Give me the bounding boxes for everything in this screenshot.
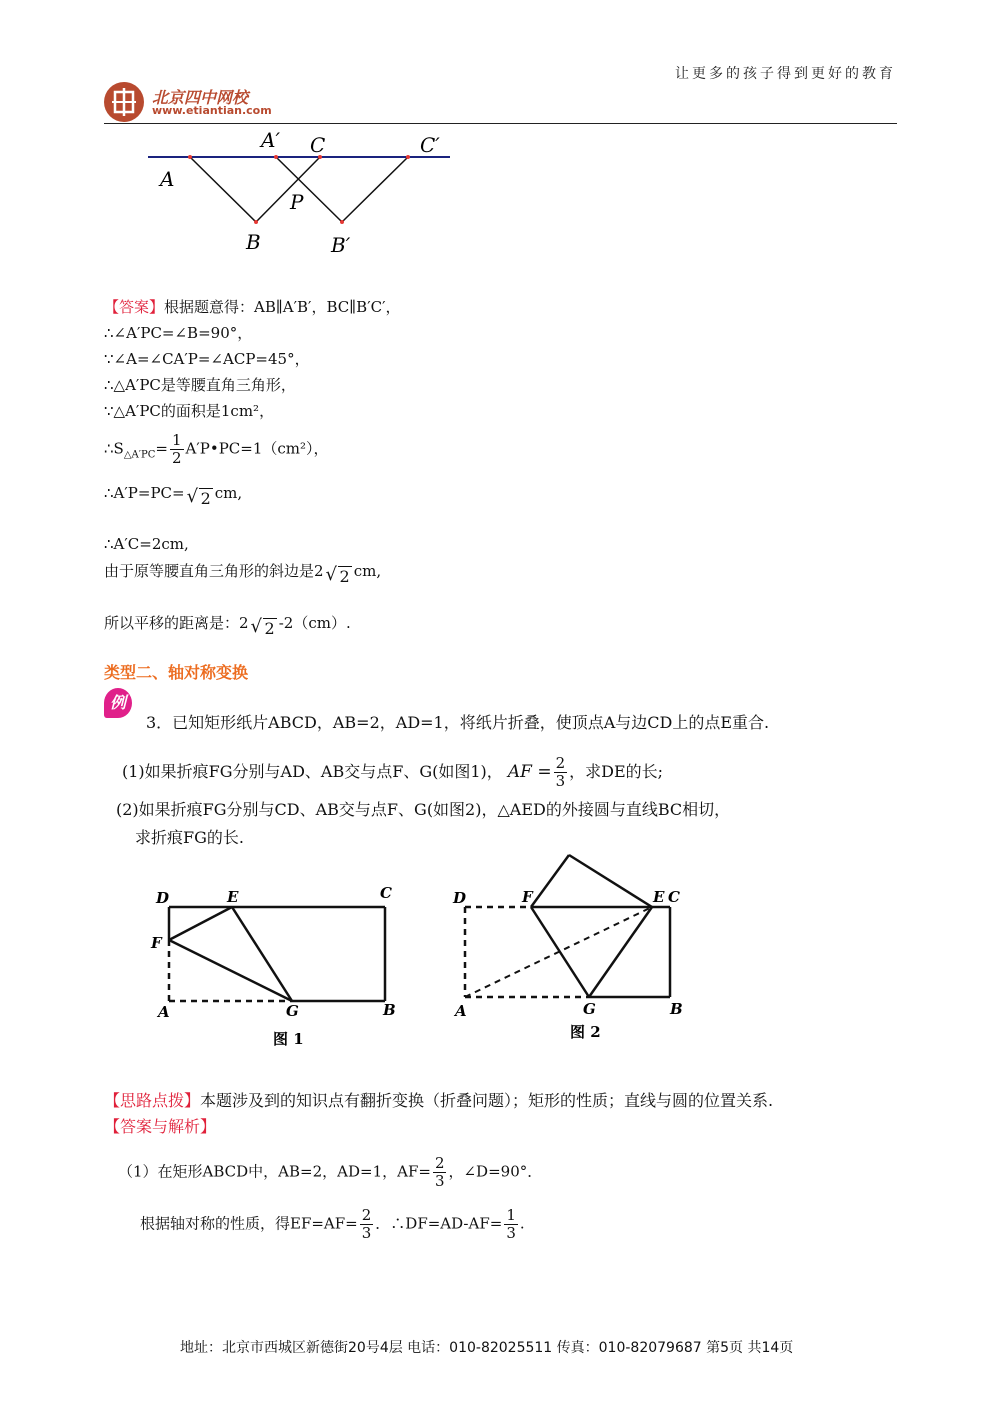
distance-unit: -2（cm）. — [278, 614, 351, 632]
fraction-half — [170, 432, 184, 467]
fig1-label-b: B — [383, 1001, 396, 1019]
folded-edge-right — [569, 855, 652, 907]
fig1-label-g: G — [286, 1002, 299, 1020]
segment-fe — [169, 907, 232, 940]
solution2-text: 根据轴对称的性质，得EF=AF= — [140, 1214, 358, 1233]
logo-name: 北京四中网校 — [152, 88, 249, 107]
fraction-two-thirds — [433, 1155, 447, 1190]
fraction-numerator: 2 — [361, 1206, 372, 1224]
fig1-label-e: E — [227, 888, 239, 906]
radicand: 2 — [339, 567, 350, 586]
answer1-line5: ∵△A′PC的面积是1cm²， — [104, 402, 275, 420]
fold-fg — [531, 907, 589, 997]
fig2-caption: 图 2 — [570, 1023, 601, 1041]
hint-line — [104, 1090, 773, 1112]
label-c: C — [310, 133, 326, 157]
segment-ae-dashed — [465, 907, 652, 997]
unit-text: cm, — [353, 562, 382, 580]
fraction-numerator: 1 — [171, 431, 182, 449]
fig2-label-g: G — [583, 1000, 596, 1018]
solution1-text: （1）在矩形ABCD中，AB=2，AD=1，AF= — [118, 1162, 431, 1181]
hint-tag: 【思路点拨】 — [104, 1091, 201, 1110]
folding-figures — [145, 850, 705, 1050]
fig1-label-c: C — [380, 884, 392, 902]
figure-2 — [452, 855, 683, 1041]
segment-bc — [256, 157, 320, 222]
point-b-prime — [340, 220, 344, 224]
area-subscript: △A′PC — [123, 449, 156, 461]
section-title: 类型二、轴对称变换 — [104, 663, 249, 682]
sqrt-icon — [251, 618, 277, 640]
side-length-text: ∴A′P=PC= — [104, 484, 185, 502]
fraction-numerator: 2 — [434, 1154, 445, 1172]
label-c-prime: C′ — [420, 133, 440, 157]
label-a-prime: A′ — [261, 128, 280, 152]
unit-text: cm, — [214, 484, 243, 502]
fig1-label-f: F — [151, 934, 162, 952]
header-slogan: 让更多的孩子得到更好的教育 — [675, 66, 896, 82]
sqrt-icon — [187, 488, 213, 510]
answer1-line3: ∵∠A=∠CA′P=∠ACP=45°， — [104, 350, 310, 368]
fig1-caption: 图 1 — [273, 1030, 304, 1048]
answer1-line4: ∴△A′PC是等腰直角三角形， — [104, 376, 296, 394]
answer1-line7 — [104, 482, 242, 510]
part1-question: ，求DE的长; — [569, 762, 664, 781]
answer1-text1: 根据题意得：AB∥A′B′，BC∥B′C′， — [164, 298, 401, 316]
radicand: 2 — [200, 489, 211, 508]
area-expression: A′P•PC=1（cm²）， — [185, 439, 329, 458]
problem3-stem: 3．已知矩形纸片ABCD，AB=2，AD=1，将纸片折叠，使顶点A与边CD上的点E重合. — [146, 713, 770, 732]
fig2-label-c: C — [668, 888, 680, 906]
problem3-part2-line1: (2)如果折痕FG分别与CD、AB交与点F、G(如图2)，△AED的外接圆与直线BC相切， — [116, 800, 731, 819]
school-logo-icon — [104, 82, 144, 122]
segment-a-prime-b-prime — [276, 157, 342, 222]
fraction-numerator: 1 — [506, 1206, 516, 1224]
fraction-denominator: 3 — [555, 772, 566, 790]
point-c-prime — [406, 155, 410, 159]
page-footer: 地址：北京市西城区新德街20号4层 电话：010-82025511 传真：010-82079687 第5页 共14页 — [180, 1340, 794, 1356]
fig2-label-e: E — [653, 888, 665, 906]
fraction-two-thirds — [360, 1207, 374, 1242]
radicand: 2 — [264, 619, 275, 638]
solution2-df: ．∴DF=AD-AF= — [375, 1214, 503, 1233]
point-a-prime — [274, 155, 278, 159]
answer1-line2: ∴∠A′PC=∠B=90°， — [104, 324, 253, 342]
fig1-label-a: A — [158, 1003, 170, 1021]
fraction-denominator: 2 — [171, 449, 182, 467]
fig2-label-d: D — [453, 889, 467, 907]
label-b: B — [246, 230, 261, 254]
header-divider — [104, 123, 897, 124]
hint-text: 本题涉及到的知识点有翻折变换（折叠问题）；矩形的性质；直线与圆的位置关系. — [200, 1091, 774, 1110]
hypotenuse-text: 由于原等腰直角三角形的斜边是2 — [104, 562, 324, 580]
fraction-denominator: 3 — [506, 1224, 516, 1242]
sqrt-icon — [326, 566, 352, 588]
solution-line2 — [140, 1207, 525, 1242]
problem3-part1 — [122, 755, 663, 790]
solution1-angle: ，∠D=90°． — [448, 1162, 543, 1181]
part1-text: (1)如果折痕FG分别与AD、AB交与点F、G(如图1)， — [122, 762, 503, 781]
fraction-one-third — [504, 1207, 518, 1242]
translation-figure — [140, 125, 470, 265]
segment-ab — [190, 157, 256, 222]
fraction-numerator: 2 — [555, 754, 566, 772]
answer1-line9 — [104, 560, 381, 588]
segment-b-prime-c-prime — [342, 157, 408, 222]
label-p: P — [290, 190, 304, 214]
figure-1 — [150, 884, 396, 1048]
label-b-prime: B′ — [331, 233, 351, 257]
folded-edge-left — [531, 855, 569, 907]
answer1-line6 — [104, 432, 329, 467]
distance-text: 所以平移的距离是：2 — [104, 614, 249, 632]
area-symbol: ∴S — [104, 439, 124, 458]
answer-tag: 【答案】 — [104, 298, 165, 316]
point-a — [188, 155, 192, 159]
part1-af: AF = — [507, 762, 552, 782]
fraction-denominator: 3 — [434, 1172, 445, 1190]
logo-url: www.etiantian.com — [152, 104, 272, 117]
label-a: A — [160, 167, 175, 191]
fig2-label-a: A — [455, 1002, 467, 1020]
answer1-line10 — [104, 612, 351, 640]
fraction-two-thirds — [554, 755, 568, 790]
fig2-label-b: B — [670, 1000, 683, 1018]
fraction-denominator: 3 — [361, 1224, 372, 1242]
answer-analysis-tag: 【答案与解析】 — [104, 1117, 217, 1136]
fig1-label-d: D — [156, 889, 170, 907]
example-badge-icon: 例 — [104, 688, 132, 718]
answer1-line8: ∴A′C=2cm, — [104, 535, 189, 553]
answer1-line1 — [104, 296, 401, 318]
solution-line1 — [118, 1155, 542, 1190]
solution2-end: . — [519, 1214, 525, 1233]
segment-ge — [589, 907, 652, 997]
fig2-label-f: F — [522, 888, 533, 906]
problem3-part2-line2: 求折痕FG的长. — [135, 828, 244, 847]
equals-sign: = — [155, 439, 168, 458]
point-b — [254, 220, 258, 224]
